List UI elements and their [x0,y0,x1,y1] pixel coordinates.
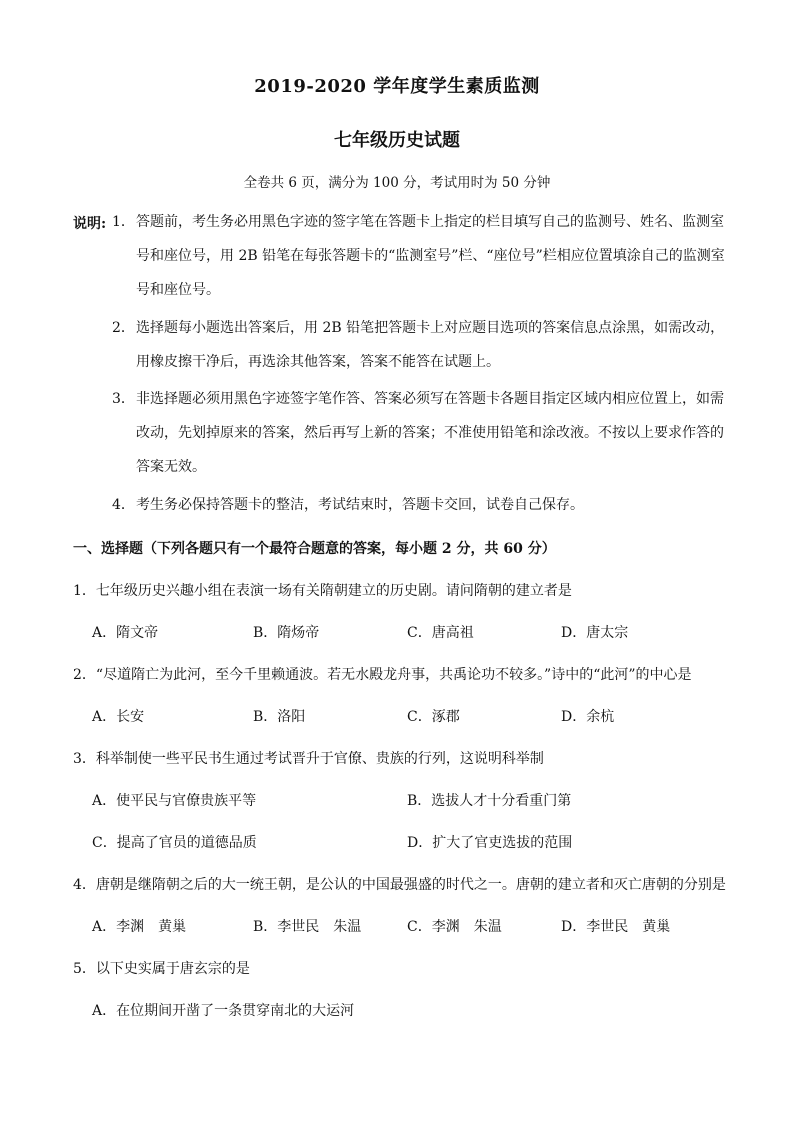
question-3-stem: 3．科举制使一些平民书生通过考试晋升于官僚、贵族的行列，这说明科举制 [73,751,544,767]
question-5-option-a: A．在位期间开凿了一条贯穿南北的大运河 [92,1003,355,1019]
exam-title: 2019-2020 学年度学生素质监测 [254,76,540,97]
question-2-option-b: B．洛阳 [253,709,306,725]
question-2-option-c: C．涿郡 [407,709,460,725]
instruction-item-4 [112,488,732,522]
question-4-option-c: C．李渊 朱温 [407,919,502,935]
question-1-stem: 1．七年级历史兴趣小组在表演一场有关隋朝建立的历史剧。请问隋朝的建立者是 [73,583,572,599]
instruction-text: 选择题每小题选出答案后，用 2B 铅笔把答题卡上对应题目选项的答案信息点涂黑，如需改动，用橡皮擦干净后，再选涂其他答案，答案不能答在试题上。 [136,320,725,370]
question-1-option-c: C．唐高祖 [407,625,474,641]
question-3-option-a: A．使平民与官僚贵族平等 [92,793,257,809]
question-5-stem: 5．以下史实属于唐玄宗的是 [73,961,250,977]
instruction-text: 非选择题必须用黑色字迹签字笔作答、答案必须写在答题卡各题目指定区域内相应位置上，如需改动，先划掉原来的答案，然后再写上新的答案；不准使用铅笔和涂改液。不按以上要求作答的答案无效。 [136,391,724,475]
question-3-option-c: C．提高了官员的道德品质 [92,835,257,851]
question-4-option-a: A．李渊 黄巢 [92,919,187,935]
instruction-text: 考生务必保持答题卡的整洁，考试结束时，答题卡交回，试卷自己保存。 [136,497,584,513]
exam-subject-title: 七年级历史试题 [334,130,460,151]
question-1-option-a: A．隋文帝 [92,625,159,641]
question-2-option-a: A．长安 [92,709,145,725]
instruction-item-3 [112,382,732,484]
question-2-stem: 2．“尽道隋亡为此河，至今千里赖通波。若无水殿龙舟事，共禹论功不较多。”诗中的“此河”的中心是 [73,667,692,683]
question-4-stem: 4．唐朝是继隋朝之后的大一统王朝，是公认的中国最强盛的时代之一。唐朝的建立者和灭亡唐朝的分别是 [73,877,726,893]
instruction-number: 3． [112,391,135,407]
section-heading: 一、选择题（下列各题只有一个最符合题意的答案，每小题 2 分，共 60 分） [73,541,556,557]
instruction-number: 1． [112,214,135,230]
question-3-option-d: D．扩大了官吏选拔的范围 [407,835,573,851]
question-1-option-b: B．隋炀帝 [253,625,320,641]
instruction-item-2 [112,311,732,379]
instruction-item-1 [112,205,732,307]
question-3-option-b: B．选拔人才十分看重门第 [407,793,572,809]
question-4-option-b: B．李世民 朱温 [253,919,362,935]
question-2-option-d: D．余杭 [561,709,615,725]
instruction-number: 4． [112,497,135,513]
instructions-label: 说明: [73,216,107,232]
question-1-option-d: D．唐太宗 [561,625,629,641]
instruction-number: 2． [112,320,135,336]
question-4-option-d: D．李世民 黄巢 [561,919,671,935]
instruction-text: 答题前，考生务必用黑色字迹的签字笔在答题卡上指定的栏目填写自己的监测号、姓名、监测室号和座位号，用 2B 铅笔在每张答题卡的“监测室号”栏、“座位号”栏相应位置填涂自己的监测室号和座位号。 [136,214,725,298]
exam-info: 全卷共 6 页，满分为 100 分，考试用时为 50 分钟 [243,175,551,191]
